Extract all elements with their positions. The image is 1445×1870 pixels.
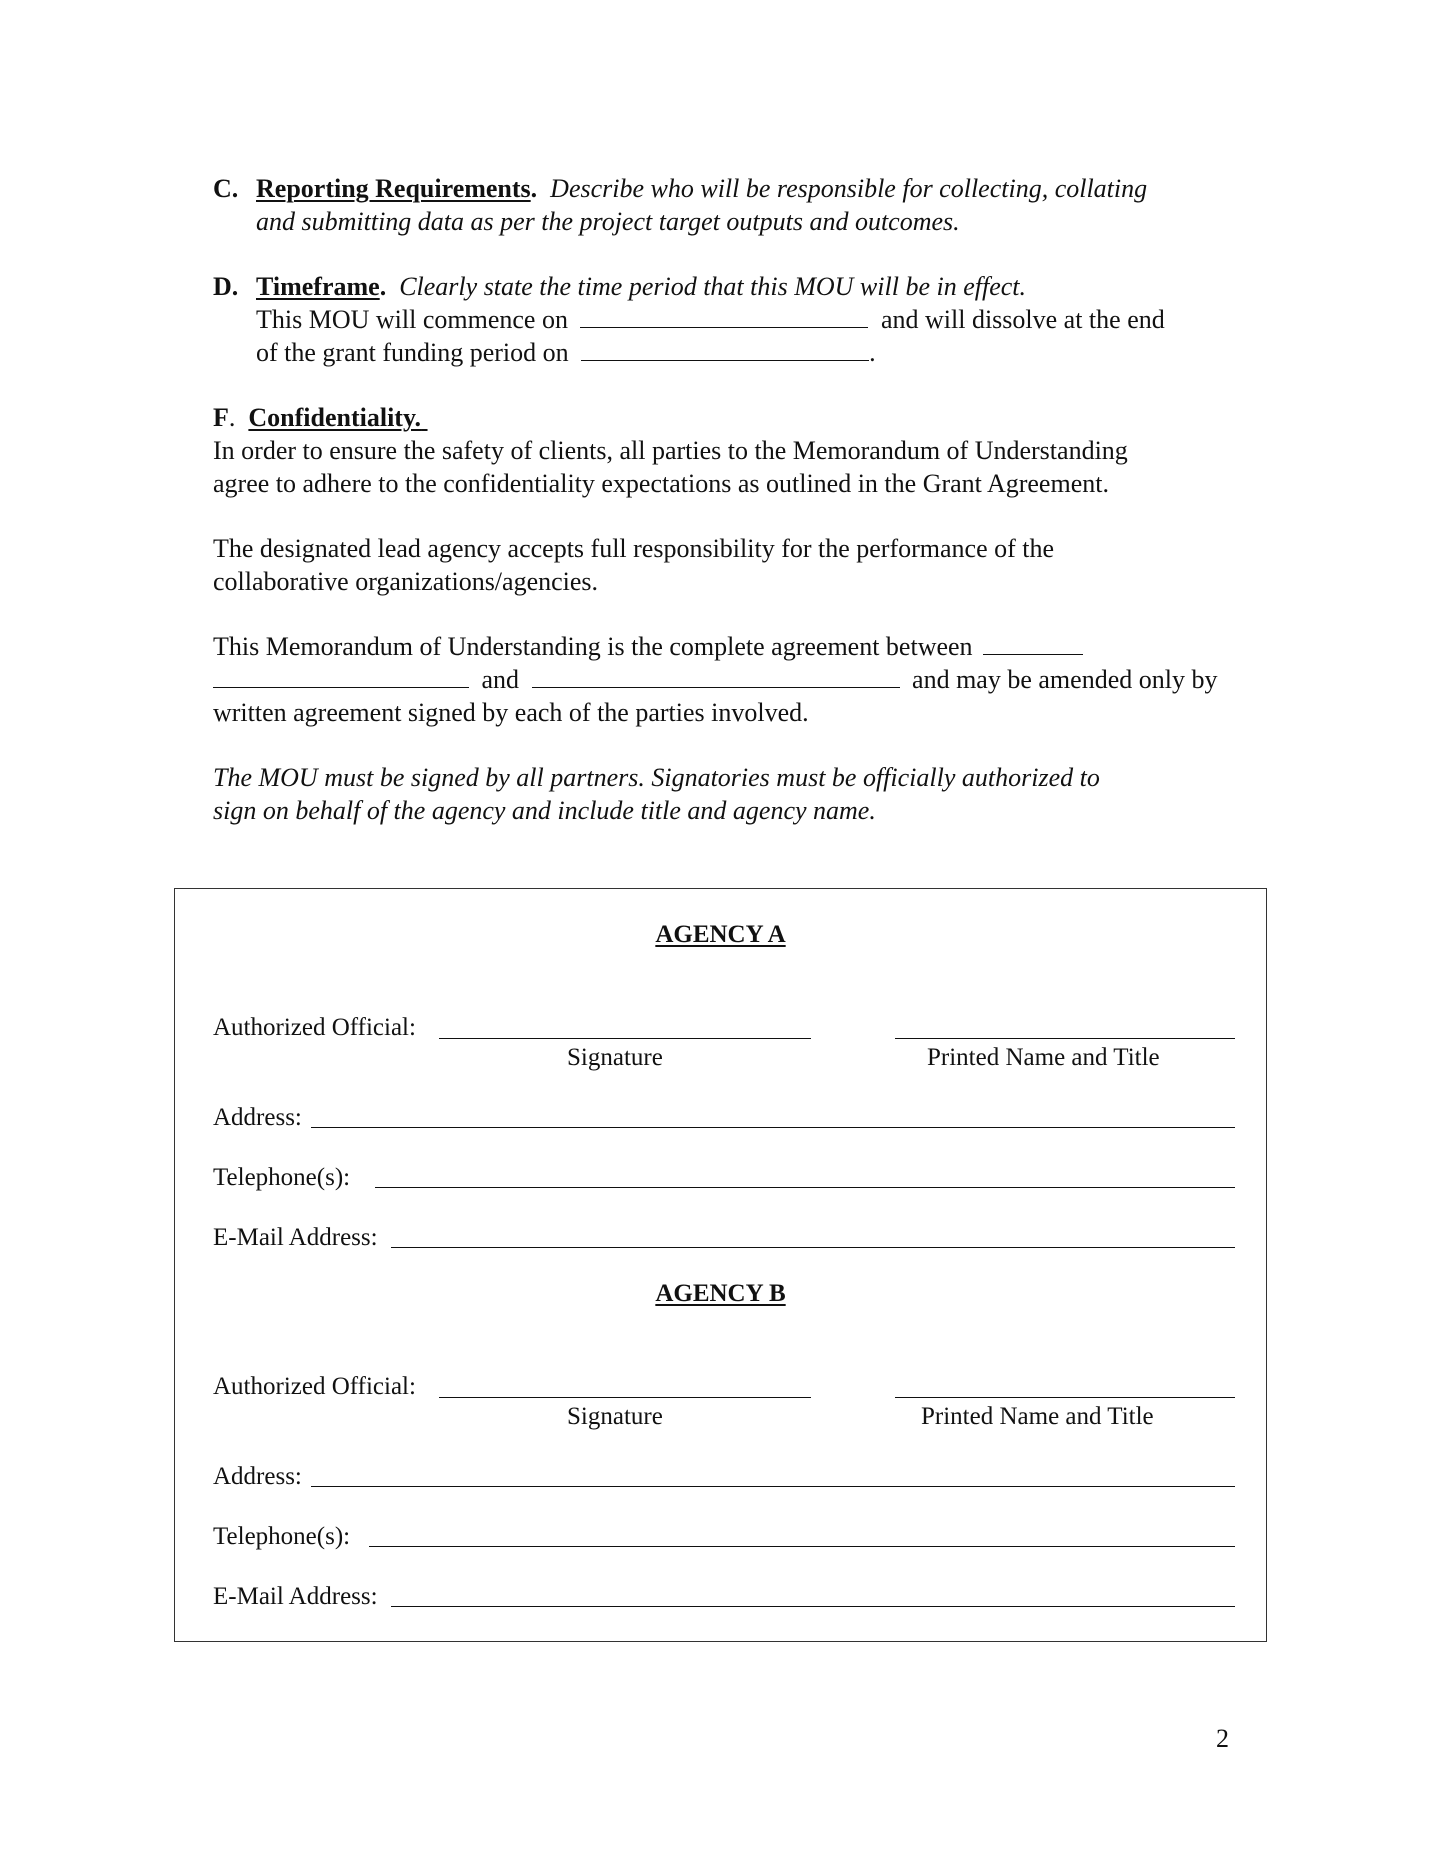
party-two-blank[interactable] <box>532 665 900 688</box>
agency-a-signature-line[interactable] <box>439 1038 811 1039</box>
period-end-date-blank[interactable] <box>581 338 869 361</box>
section-f-letter: F <box>213 403 229 432</box>
agency-a-signature-caption: Signature <box>567 1044 663 1071</box>
section-c-line2: and submitting data as per the project target outputs and outcomes. <box>256 207 960 236</box>
page-number: 2 <box>1216 1724 1229 1753</box>
agency-b-address-line[interactable] <box>311 1486 1235 1487</box>
commence-prefix: This MOU will commence on <box>256 305 568 334</box>
section-c-line1: Reporting Requirements. Describe who will be responsible for collecting, collating <box>256 174 1148 203</box>
section-c <box>213 172 238 205</box>
agency-a-name-caption: Printed Name and Title <box>927 1044 1160 1071</box>
agency-a-telephone-line[interactable] <box>375 1187 1235 1188</box>
agency-b-signature-caption: Signature <box>567 1403 663 1430</box>
agreement-amend: and may be amended only by <box>912 665 1218 694</box>
agency-a-email-line[interactable] <box>391 1247 1235 1248</box>
agency-b-telephone-label: Telephone(s): <box>213 1523 351 1550</box>
section-f-line2: agree to adhere to the confidentiality expectations as outlined in the Grant Agreement. <box>213 469 1109 498</box>
agreement-line1 <box>213 630 1083 663</box>
period-prefix: of the grant funding period on <box>256 338 569 367</box>
section-c-intro: Describe who will be responsible for collecting, collating <box>550 174 1148 203</box>
signing-note-line2: sign on behalf of the agency and include title and agency name. <box>213 796 876 825</box>
section-c-heading: Reporting Requirements <box>256 174 531 203</box>
section-d-line2 <box>256 303 1165 336</box>
agency-b-telephone-line[interactable] <box>369 1546 1235 1547</box>
agency-b-email-label: E-Mail Address: <box>213 1583 378 1610</box>
agreement-and: and <box>481 665 520 694</box>
section-f-heading: Confidentiality. <box>248 403 422 432</box>
section-f-heading-line: F. Confidentiality. <box>213 403 422 432</box>
party-one-blank-b[interactable] <box>213 665 469 688</box>
section-d-intro: Clearly state the time period that this MOU will be in effect. <box>399 272 1026 301</box>
agency-b-name-caption: Printed Name and Title <box>921 1403 1154 1430</box>
lead-agency-line1: The designated lead agency accepts full responsibility for the performance of the <box>213 534 1055 563</box>
period-suffix: . <box>869 338 876 367</box>
agency-b-official-label: Authorized Official: <box>213 1373 416 1400</box>
agency-b-address-label: Address: <box>213 1463 302 1490</box>
agency-b-title: AGENCY B <box>655 1280 786 1307</box>
agency-a-email-label: E-Mail Address: <box>213 1224 378 1251</box>
agency-a-name-line[interactable] <box>895 1038 1235 1039</box>
section-d-heading: Timeframe <box>256 272 380 301</box>
agency-a-official-label: Authorized Official: <box>213 1014 416 1041</box>
agency-a-title: AGENCY A <box>655 921 786 948</box>
agency-a-address-line[interactable] <box>311 1127 1235 1128</box>
agreement-line2 <box>213 663 1217 696</box>
section-d-line1: Timeframe. Clearly state the time period that this MOU will be in effect. <box>256 272 1026 301</box>
commence-suffix: and will dissolve at the end <box>880 305 1165 334</box>
signing-note-line1: The MOU must be signed by all partners. Signatories must be officially authorized to <box>213 763 1100 792</box>
section-d-letter: D. <box>213 272 239 301</box>
agency-b-signature-line[interactable] <box>439 1397 811 1398</box>
agreement-text: This Memorandum of Understanding is the complete agreement between <box>213 632 973 661</box>
section-c-letter: C. <box>213 174 239 203</box>
signature-box <box>174 888 1267 1642</box>
section-f-line1: In order to ensure the safety of clients, all parties to the Memorandum of Understanding <box>213 436 1128 465</box>
agency-b-name-line[interactable] <box>895 1397 1235 1398</box>
agency-a-address-label: Address: <box>213 1104 302 1131</box>
agreement-line3: written agreement signed by each of the parties involved. <box>213 698 809 727</box>
agency-b-email-line[interactable] <box>391 1606 1235 1607</box>
commence-date-blank[interactable] <box>580 305 868 328</box>
lead-agency-line2: collaborative organizations/agencies. <box>213 567 599 596</box>
party-one-blank-a[interactable] <box>983 632 1083 655</box>
section-d-line3 <box>256 336 876 369</box>
agency-a-telephone-label: Telephone(s): <box>213 1164 351 1191</box>
